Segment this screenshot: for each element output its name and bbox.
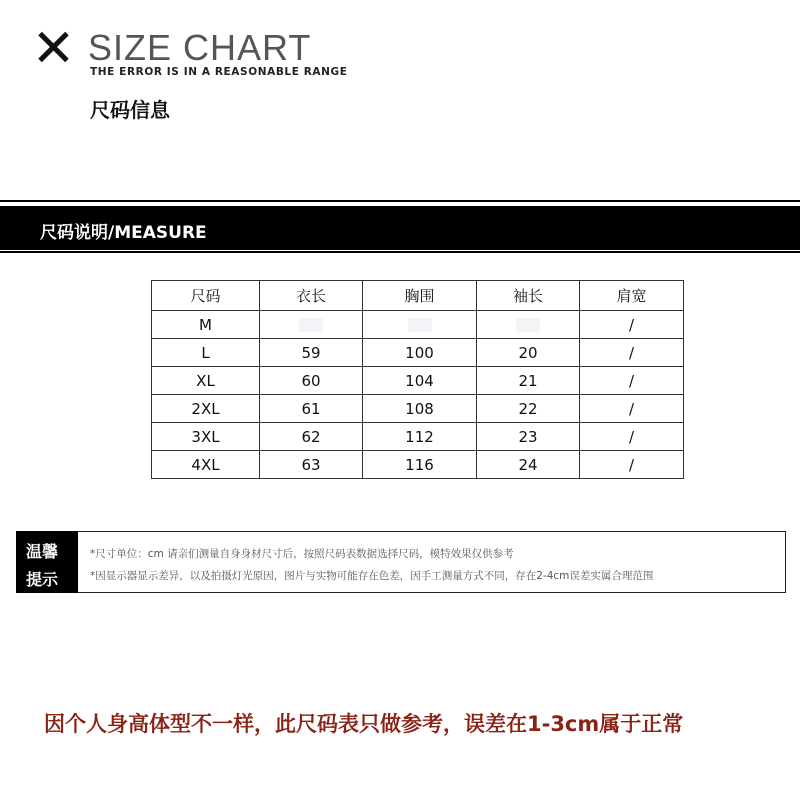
footer-note: 因个人身高体型不一样，此尺码表只做参考，误差在1-3cm属于正常 [44,712,684,736]
column-header: 胸围 [363,281,477,311]
table-cell: 2XL [152,395,260,423]
table-cell: L [152,339,260,367]
table-row [152,311,684,339]
table-cell: 59 [260,339,363,367]
table-cell [363,311,477,339]
table-cell: 22 [477,395,580,423]
tips-label [16,531,78,593]
table-cell: 116 [363,451,477,479]
table-cell: / [580,395,684,423]
table-cell: 61 [260,395,363,423]
table-cell: 23 [477,423,580,451]
column-header: 衣长 [260,281,363,311]
column-header: 肩宽 [580,281,684,311]
divider-line [0,251,800,253]
table-cell: / [580,423,684,451]
table-row [152,339,684,367]
tips-label-line: 提示 [26,570,59,589]
table-cell [477,311,580,339]
table-cell [260,311,363,339]
column-header: 尺码 [152,281,260,311]
column-header: 袖长 [477,281,580,311]
table-row [152,367,684,395]
table-cell: 63 [260,451,363,479]
table-cell: / [580,311,684,339]
tips-label-line: 温馨 [26,542,59,561]
table-cell: / [580,451,684,479]
blank-cell [516,318,540,332]
tips-text: *尺寸单位：cm 请亲们测量自身身材尺寸后，按照尺码表数据选择尺码，模特效果仅供参考 [90,548,514,560]
table-cell: / [580,339,684,367]
measure-bar-label: 尺码说明/MEASURE [40,223,207,243]
table-cell: 3XL [152,423,260,451]
table-row [152,451,684,479]
table-cell: 62 [260,423,363,451]
table-cell: 21 [477,367,580,395]
table-row [152,423,684,451]
table-cell: 100 [363,339,477,367]
table-cell: 24 [477,451,580,479]
x-logo-icon [36,30,70,64]
table-cell: / [580,367,684,395]
blank-cell [299,318,323,332]
table-header-row [152,281,684,311]
size-table [151,280,684,479]
table-cell: 20 [477,339,580,367]
size-chart-subtitle: THE ERROR IS IN A REASONABLE RANGE [90,66,348,78]
table-cell: 60 [260,367,363,395]
table-cell: M [152,311,260,339]
table-cell: 104 [363,367,477,395]
size-chart-title: SIZE CHART [88,27,312,68]
divider-line [0,200,800,202]
table-cell: 108 [363,395,477,423]
blank-cell [408,318,432,332]
tips-text: *因显示器显示差异，以及拍摄灯光原因，图片与实物可能存在色差，因手工测量方式不同，存在2-4cm误差实属合理范围 [90,570,654,582]
table-cell: 4XL [152,451,260,479]
table-cell: 112 [363,423,477,451]
tips-box [16,531,786,593]
section-heading: 尺码信息 [90,98,170,122]
table-row [152,395,684,423]
table-cell: XL [152,367,260,395]
